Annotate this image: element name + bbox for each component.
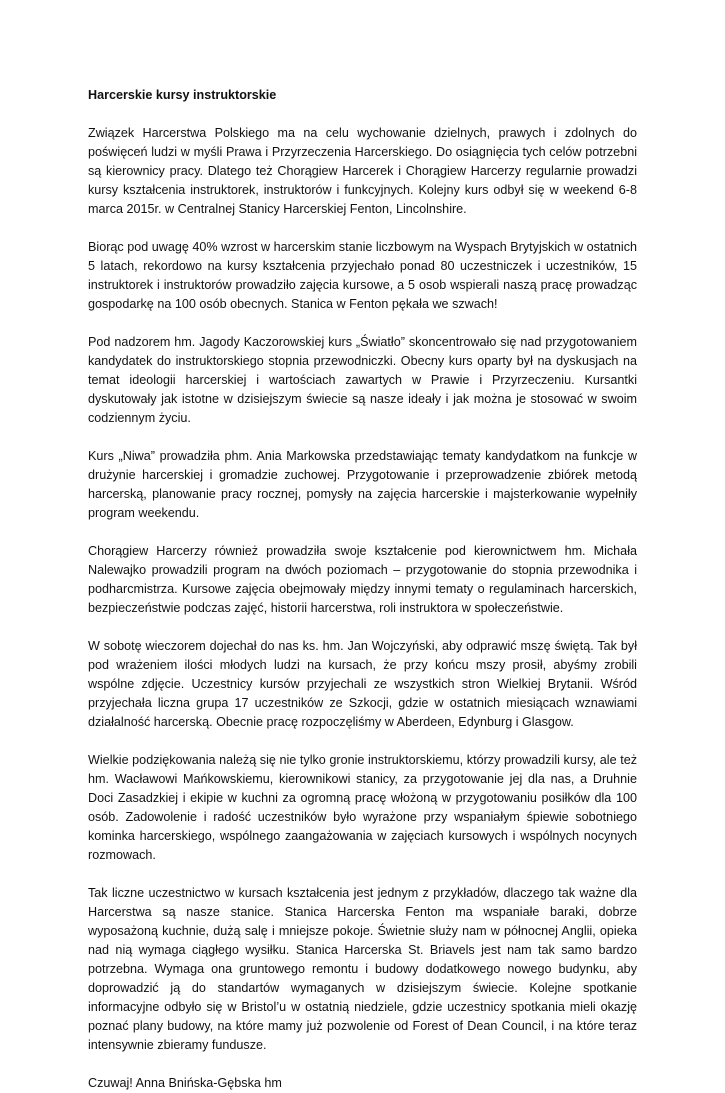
- paragraph-swiatlo-course: Pod nadzorem hm. Jagody Kaczorowskiej kurs „Światło” skoncentrowało się nad przygotowaniem kandydatek do instruktorskiego stopnia przewodniczki. Obecny kurs oparty był na dyskusjach na temat ideologii harcerskiej i wartościach zawartych w Prawie i Przyrzeczeniu. Kursantki dyskutowały jak istotne w dzisiejszym świecie są nasze ideały i jak można je stosować w swoim codziennym życiu.: [88, 335, 637, 425]
- paragraph-harcerzy-course: Chorągiew Harcerzy również prowadziła swoje kształcenie pod kierownictwem hm. Michała Nalewajko prowadzili program na dwóch poziomach – przygotowanie do stopnia przewodnika i podharcmistrza. Kursowe zajęcia obejmowały między innymi tematy o regulaminach harcerskich, bezpieczeństwie podczas zajęć, historii harcerstwa, roli instruktora w społeczeństwie.: [88, 544, 637, 615]
- paragraph-attendance: Biorąc pod uwagę 40% wzrost w harcerskim stanie liczbowym na Wyspach Brytyjskich w ostatnich 5 latach, rekordowo na kursy kształcenia przyjechało ponad 80 uczestniczek i uczestników, 15 instruktorek i instruktorów prowadziło zajęcia kursowe, a 5 osob wspierali naszą pracę prowadząc gospodarkę na 100 osób obecnych. Stanica w Fenton pękała we szwach!: [88, 240, 637, 311]
- document-page: [88, 86, 637, 1093]
- paragraph-thanks: Wielkie podziękowania należą się nie tylko gronie instruktorskiemu, którzy prowadzili kursy, ale też hm. Wacławowi Mańkowskiemu, kierownikowi stanicy, za przygotowanie jej dla nas, a Druhnie Doci Zasadzkiej i ekipie w kuchni za ogromną pracę włożoną w przygotowaniu posiłków dla 100 osób. Zadowolenie i radość uczestników było wyrażone przy wspaniałym śpiewie sobotniego kominka harcerskiego, wspólnego zaangażowania w zajęciach kursowych i wspólnych nocynych rozmowach.: [88, 753, 637, 862]
- paragraph-stanice: Tak liczne uczestnictwo w kursach kształcenia jest jednym z przykładów, dlaczego tak ważne dla Harcerstwa są nasze stanice. Stanica Harcerska Fenton ma wspaniałe baraki, dobrze wyposażoną kuchnie, dużą salę i mniejsze pokoje. Świetnie służy nam w północnej Anglii, opieka nad nią wymaga ciągłego wysiłku. Stanica Harcerska St. Briavels jest nam tak samo bardzo potrzebna. Wymaga ona gruntowego remontu i budowy dodatkowego nowego budynku, aby doprowadzić ją do standartów wymaganych w dzisiejszym świecie. Kolejne spotkanie informacyjne odbyło się w Bristol’u w ostatnią niedziele, gdzie uczestnicy spotkania mieli okazję poznać plany budowy, na które mamy już pozwolenie od Forest of Dean Council, i na które teraz intensywnie zbieramy fundusze.: [88, 886, 637, 1052]
- paragraph-saturday-mass: W sobotę wieczorem dojechał do nas ks. hm. Jan Wojczyński, aby odprawić mszę świętą. Tak był pod wrażeniem ilości młodych ludzi na kursach, że przy końcu mszy prosił, abyśmy zrobili wspólne zdjęcie. Uczestnicy kursów przyjechali ze wszystkich stron Wielkiej Brytanii. Wśród przyjechała liczna grupa 17 uczestników ze Szkocji, gdzie w ostatnich miesiącach wznawiami działalność harcerską. Obecnie pracę rozpoczęliśmy w Aberdeen, Edynburg i Glasgow.: [88, 639, 637, 729]
- paragraph-niwa-course: Kurs „Niwa” prowadziła phm. Ania Markowska przedstawiając tematy kandydatkom na funkcje w drużynie harcerskiej i gromadzie zuchowej. Przygotowanie i przeprowadzenie zbiórek metodą harcerską, planowanie pracy rocznej, pomysły na zajęcia harcerskie i majsterkowanie wypełniły program weekendu.: [88, 449, 637, 520]
- paragraph-intro: Związek Harcerstwa Polskiego ma na celu wychowanie dzielnych, prawych i zdolnych do poświęceń ludzi w myśli Prawa i Przyrzeczenia Harcerskiego. Do osiągnięcia tych celów potrzebni są kierownicy pracy. Dlatego też Chorągiew Harcerek i Chorągiew Harcerzy regularnie prowadzi kursy kształcenia instruktorek, instruktorów i funkcyjnych. Kolejny kurs odbył się w weekend 6-8 marca 2015r. w Centralnej Stanicy Harcerskiej Fenton, Lincolnshire.: [88, 126, 637, 216]
- signature: Czuwaj! Anna Bnińska-Gębska hm: [88, 1076, 282, 1090]
- document-title: Harcerskie kursy instruktorskie: [88, 88, 277, 102]
